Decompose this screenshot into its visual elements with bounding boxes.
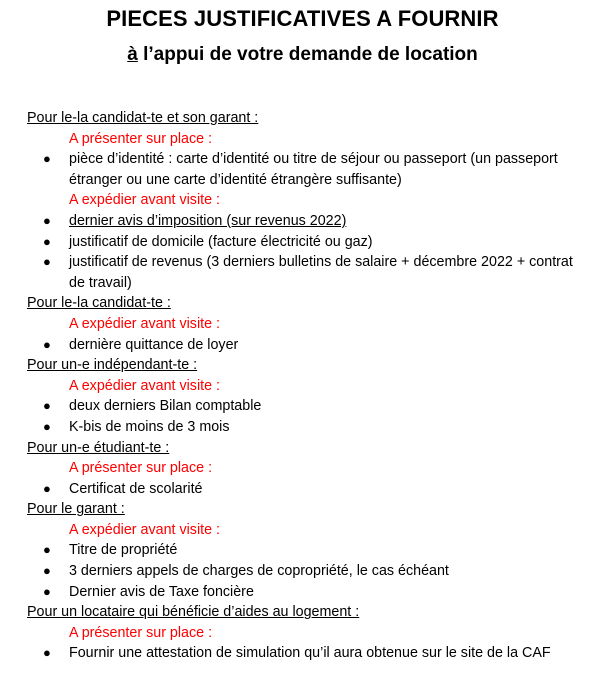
list-item <box>27 335 597 356</box>
list-item-text: 3 derniers appels de charges de copropriété, le cas échéant <box>69 563 449 580</box>
list-item <box>27 643 597 664</box>
list-item <box>27 417 597 438</box>
document-list <box>27 211 597 293</box>
bullet-icon: ● <box>43 563 51 579</box>
bullet-icon: ● <box>43 542 51 558</box>
section-title: Pour un-e étudiant-te : <box>27 439 170 456</box>
list-item-text: Dernier avis de Taxe foncière <box>69 583 254 600</box>
list-item <box>27 561 597 582</box>
bullet-icon: ● <box>43 645 51 661</box>
document-list <box>27 396 597 437</box>
list-item <box>27 540 597 561</box>
subtitle-first-letter: à <box>127 44 138 65</box>
section-title: Pour le-la candidat-te et son garant : <box>27 110 259 126</box>
list-item-text: dernière quittance de loyer <box>69 336 239 353</box>
list-item-text: dernier avis d’imposition (sur revenus 2022) <box>69 212 347 229</box>
subtitle-rest: l’appui de votre demande de location <box>137 44 478 65</box>
group-subtitle: A présenter sur place : <box>69 624 213 641</box>
bullet-icon: ● <box>43 254 51 270</box>
document-body <box>27 108 597 664</box>
document-list <box>27 335 597 356</box>
bullet-icon: ● <box>43 212 51 228</box>
section-title: Pour le garant : <box>27 501 125 518</box>
list-item <box>27 582 597 603</box>
group-subtitle: A expédier avant visite : <box>69 521 220 538</box>
list-item-text: justificatif de revenus (3 derniers bulletins de salaire + décembre 2022 + contrat de travail) <box>69 254 573 291</box>
document-subtitle <box>0 44 605 66</box>
document-list <box>27 643 597 664</box>
group-subtitle: A expédier avant visite : <box>69 315 220 332</box>
section-title: Pour un locataire qui bénéficie d’aides au logement : <box>27 604 360 621</box>
list-item <box>27 479 597 500</box>
group-subtitle: A présenter sur place : <box>69 130 213 147</box>
bullet-icon: ● <box>43 480 51 496</box>
group-subtitle: A expédier avant visite : <box>69 192 220 209</box>
list-item <box>27 252 597 293</box>
bullet-icon: ● <box>43 151 51 167</box>
bullet-icon: ● <box>43 398 51 414</box>
document-list <box>27 149 597 190</box>
bullet-icon: ● <box>43 418 51 434</box>
group-subtitle: A présenter sur place : <box>69 460 213 477</box>
list-item <box>27 396 597 417</box>
list-item <box>27 211 597 232</box>
list-item-text: K-bis de moins de 3 mois <box>69 418 230 435</box>
list-item-text: pièce d’identité : carte d’identité ou titre de séjour ou passeport (un passeport étranger ou une carte d’identité étrangère suffisante) <box>69 151 558 188</box>
document-list <box>27 540 597 602</box>
list-item-text: deux derniers Bilan comptable <box>69 398 262 415</box>
section-title: Pour le-la candidat-te : <box>27 295 171 312</box>
list-item-text: Certificat de scolarité <box>69 480 203 497</box>
list-item <box>27 232 597 253</box>
list-item-text: Fournir une attestation de simulation qu’il aura obtenue sur le site de la CAF <box>69 645 551 662</box>
section-title: Pour un-e indépendant-te : <box>27 357 198 374</box>
list-item-text: justificatif de domicile (facture électricité ou gaz) <box>69 233 373 250</box>
document-list <box>27 479 597 500</box>
list-item <box>27 149 597 190</box>
group-subtitle: A expédier avant visite : <box>69 377 220 394</box>
bullet-icon: ● <box>43 583 51 599</box>
bullet-icon: ● <box>43 233 51 249</box>
document-title: PIECES JUSTIFICATIVES A FOURNIR <box>106 6 499 31</box>
bullet-icon: ● <box>43 336 51 352</box>
list-item-text: Titre de propriété <box>69 542 178 559</box>
